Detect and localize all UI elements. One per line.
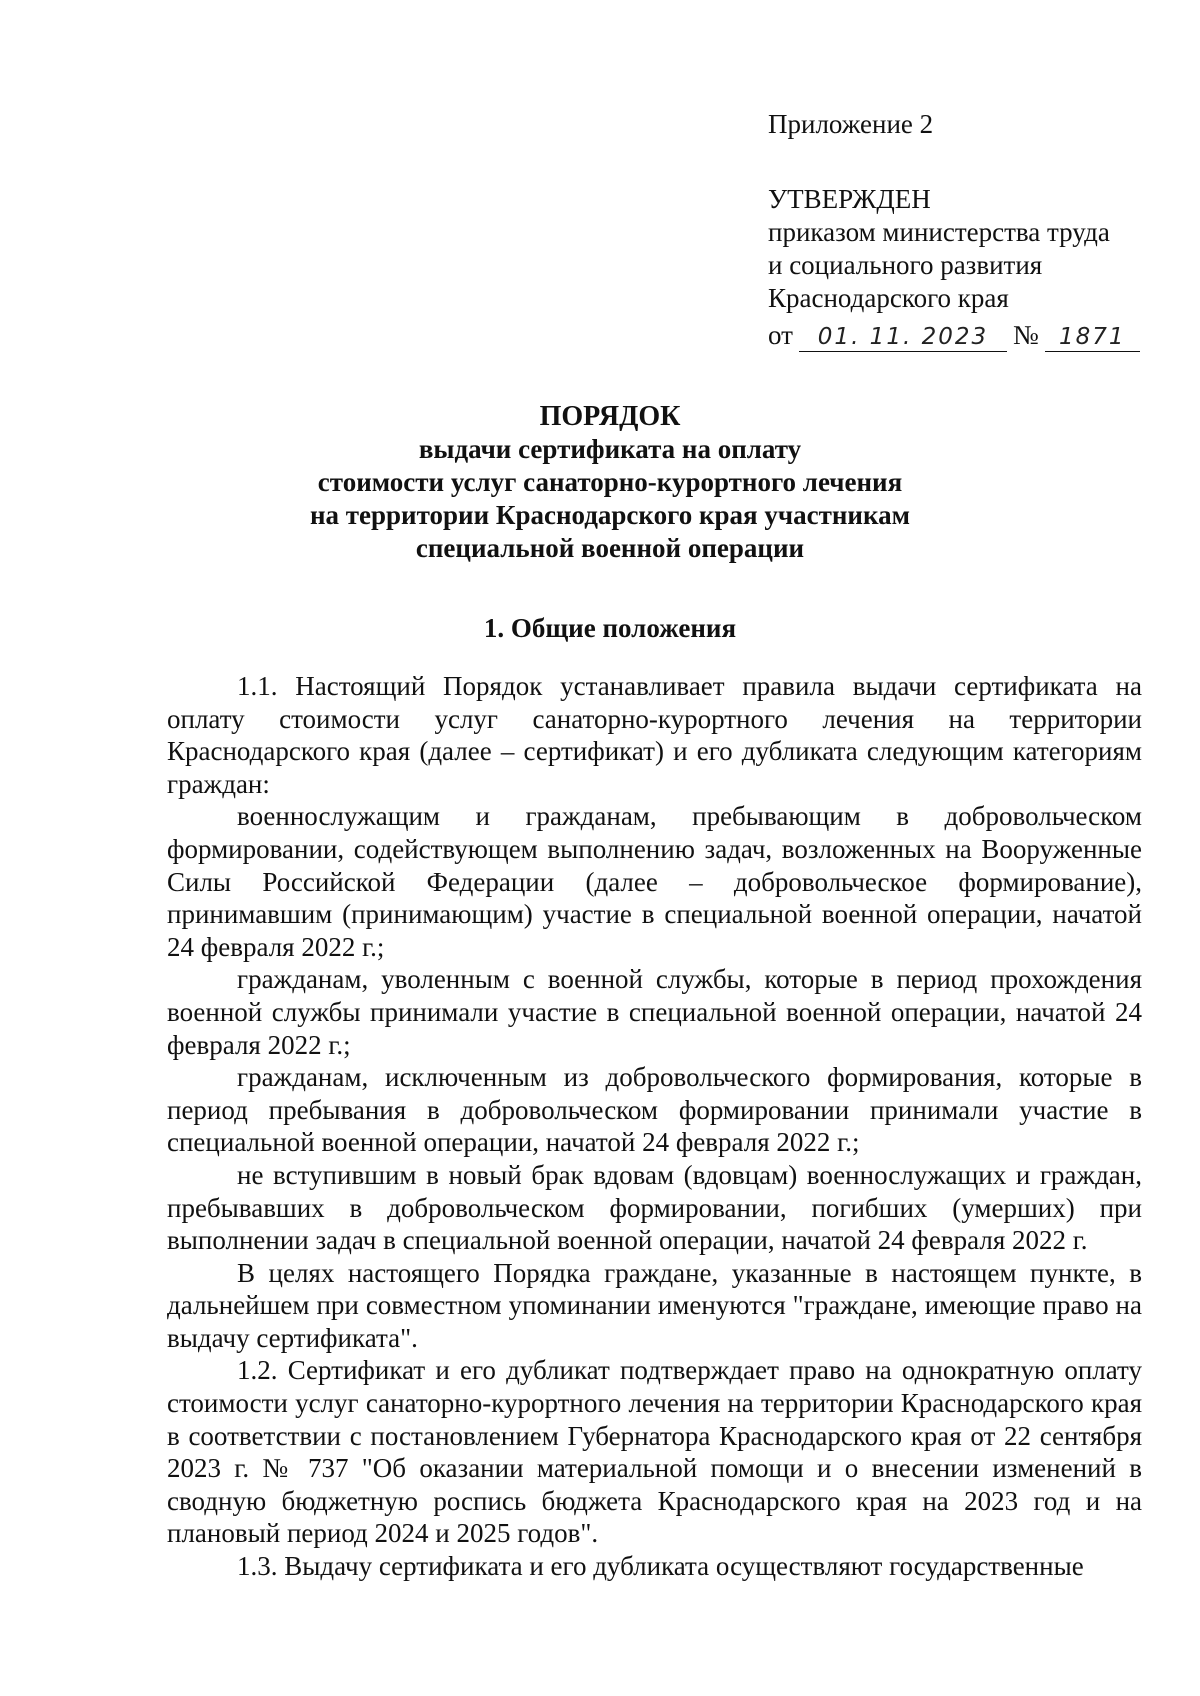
paragraph: 1.3. Выдачу сертификата и его дубликата осуществляют государственные	[237, 1551, 1084, 1582]
approved-label: УТВЕРЖДЕН	[768, 184, 931, 214]
approval-block	[768, 108, 1168, 352]
order-date-number-line	[768, 319, 1168, 352]
section-heading: 1. Общие положения	[483, 613, 737, 643]
paragraph: не вступившим в новый брак вдовам (вдовцам) военнослужащих и граждан, пребывавших в добровольческом формировании, погибших (умерших) при выполнении задач в специальной военной операции, начатой 24 февраля 2022 г.	[167, 1159, 1142, 1256]
title-line-2: стоимости услуг санаторно-курортного лечения	[317, 467, 903, 497]
from-label: от	[768, 320, 793, 350]
paragraph: 1.1. Настоящий Порядок устанавливает правила выдачи сертификата на оплату стоимости услуг санаторно-курортного лечения на территории Краснодарского края (далее – сертификат) и его дубликата следующим категориям граждан:	[167, 671, 1142, 799]
annex-label: Приложение 2	[768, 109, 934, 139]
title-line-4: специальной военной операции	[415, 533, 805, 563]
paragraph: гражданам, исключенным из добровольческого формирования, которые в период пребывания в добровольческом формировании принимали участие в специальной военной операции, начатой 24 февраля 2022 г.;	[167, 1062, 1142, 1158]
paragraph: военнослужащим и гражданам, пребывающим в добровольческом формировании, содействующем выполнению задач, возложенных на Вооруженные Силы Российской Федерации (далее – добровольческое формирование), принимавшим (принимающим) участие в специальной военной операции, начатой 24 февраля 2022 г.;	[167, 801, 1142, 962]
order-line-3: Краснодарского края	[768, 283, 1009, 313]
order-line-1: приказом министерства труда	[768, 217, 1110, 247]
order-line-2: и социального развития	[768, 250, 1043, 280]
paragraph: В целях настоящего Порядка граждане, указанные в настоящем пункте, в дальнейшем при совместном упоминании именуются "граждане, имеющие право на выдачу сертификата".	[167, 1257, 1142, 1353]
title-line-1: выдачи сертификата на оплату	[418, 434, 802, 464]
paragraph: гражданам, уволенным с военной службы, которые в период прохождения военной службы принимали участие в специальной военной операции, начатой 24 февраля 2022 г.;	[167, 964, 1142, 1060]
title-line-3: на территории Краснодарского края участникам	[309, 500, 911, 530]
paragraph: 1.2. Сертификат и его дубликат подтверждает право на однократную оплату стоимости услуг санаторно-курортного лечения на территории Краснодарского края в соответствии с постановлением Губернатора Краснодарского края от 22 сентября 2023 г. № 737 "Об оказании материальной помощи и о внесении изменений в сводную бюджетную роспись бюджета Краснодарского края на 2023 год и на плановый период 2024 и 2025 годов".	[167, 1355, 1142, 1549]
handwritten-date: 01. 11. 2023	[799, 323, 1007, 352]
number-label: №	[1012, 320, 1039, 350]
title-main: ПОРЯДОК	[539, 401, 681, 432]
handwritten-number: 1871	[1045, 323, 1140, 352]
document-body	[167, 670, 1142, 1583]
document-title	[160, 400, 1060, 565]
